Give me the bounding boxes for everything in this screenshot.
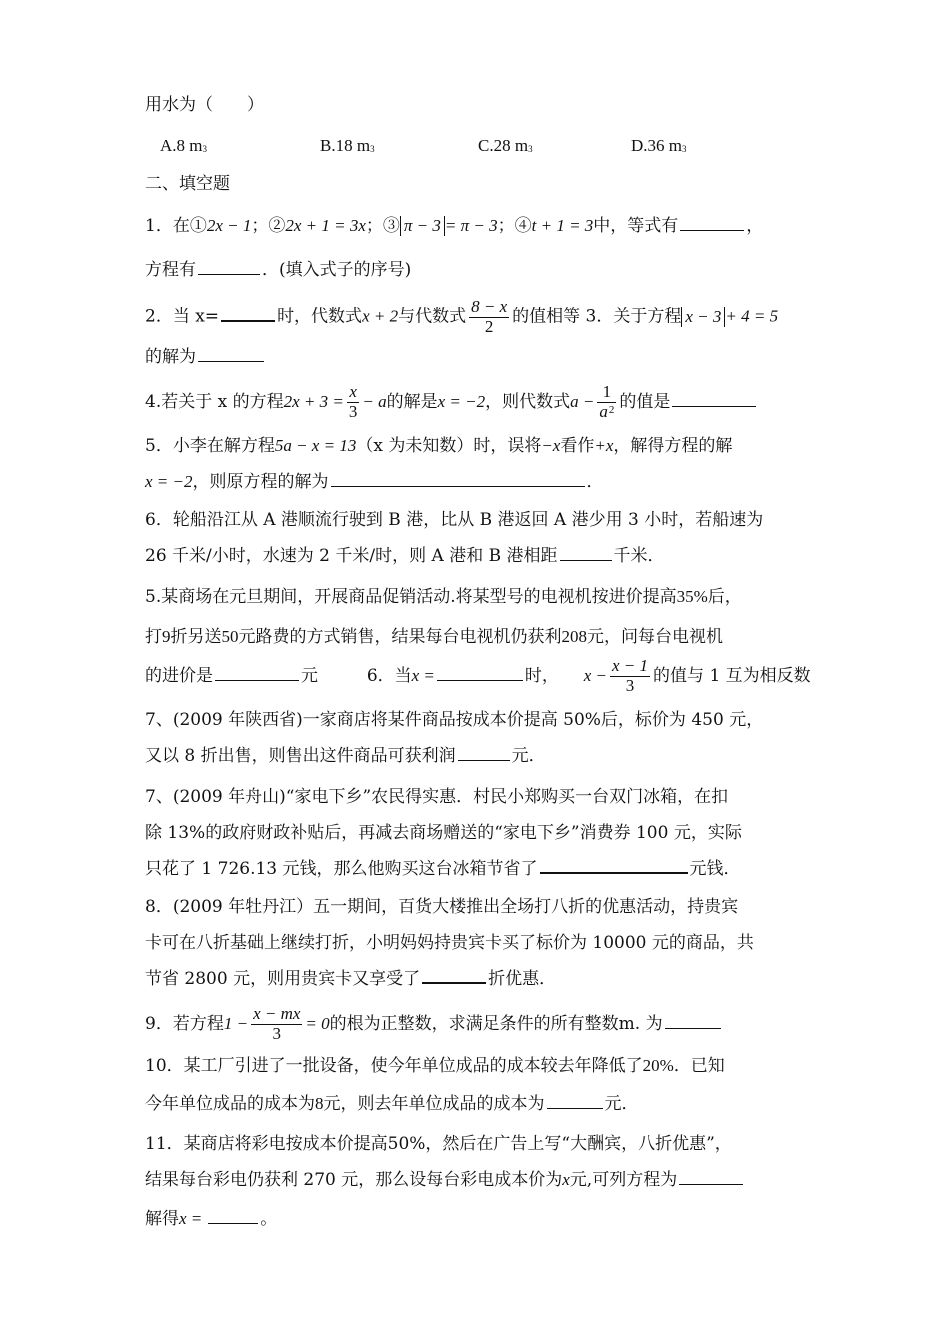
answer-blank — [198, 360, 264, 362]
question-5-line-1: 5．小李在解方程5a − x = 13（x 为未知数）时，误将−x看作+x，解得方程的解 — [145, 436, 733, 456]
answer-blank — [679, 1183, 743, 1185]
answer-blank — [547, 1107, 603, 1109]
question-7a-line-1: 7、(2009 年陕西省)一家商店将某件商品按成本价提高 50%后，标价为 450 元， — [145, 710, 764, 730]
question-6-line-1: 6．轮船沿江从 A 港顺流行驶到 B 港，比从 B 港返回 A 港少用 3 小时，若船速为 — [145, 510, 764, 530]
option-a: A.8 $m^3$ — [160, 136, 207, 155]
question-10-line-2: 今年单位成品的成本为8元，则去年单位成品的成本为 元． — [145, 1094, 639, 1114]
question-3-line-2: 的解为 — [145, 343, 807, 371]
question-1-line-2: 方程有 ．(填入式子的序号) — [145, 260, 412, 280]
expr-4: t + 1 = 3 — [531, 216, 594, 235]
option-c: C.28 $m^3$ — [478, 136, 533, 155]
question-8-line-1: 8．(2009 年牡丹江）五一期间，百货大楼推出全场打八折的优惠活动，持贵宾 — [145, 897, 739, 917]
fraction: $\frac{8 - x}{2}$ — [471, 297, 508, 336]
answer-blank — [422, 981, 486, 984]
answer-blank — [331, 485, 585, 487]
answer-blank — [680, 229, 744, 231]
question-11-line-3: 解得x = 。 — [145, 1209, 278, 1229]
fraction: $\frac{1}{a^2}$ — [599, 382, 615, 421]
answer-blank — [672, 405, 756, 407]
question-5b-line-1: 5.某商场在元旦期间，开展商品促销活动.将某型号的电视机按进价提高35%后， — [145, 587, 742, 607]
section-heading: 二、填空题 — [145, 174, 230, 194]
question-7b-line-1: 7、(2009 年舟山)“家电下乡”农民得实惠．村民小郑购买一台双门冰箱，在扣 — [145, 787, 729, 807]
question-5-line-2: x = −2，则原方程的解为 ． — [145, 472, 604, 492]
option-d: D.36 $m^3$ — [631, 136, 687, 155]
question-2-line-1: 2．当 x= 时，代数式x + 2与代数式 $\frac{8 - x}{2}$ 的值相等 3．关于方程 x − 3 + 4 = 5 — [145, 297, 779, 336]
question-7b-line-3: 只花了 1 726.13 元钱，那么他购买这台冰箱节省了 元钱． — [145, 859, 741, 879]
answer-blank — [208, 1222, 258, 1224]
question-9: 9．若方程1 − $\frac{x - mx}{3}$ = 0的根为正整数，求满足条件的所有整数m. 为 — [145, 1004, 807, 1044]
question-11-line-1: 11．某商店将彩电按成本价提高50%，然后在广告上写“大酬宾，八折优惠”， — [145, 1134, 732, 1154]
option-b: B.18 $m^3$ — [320, 136, 375, 155]
abs-expr: x − 3 — [681, 307, 725, 327]
question-7b-line-2: 除 13%的政府财政补贴后，再减去商场赠送的“家电下乡”消费券 100 元，实际 — [145, 823, 742, 843]
answer-blank — [215, 679, 299, 681]
question-4: 4.若关于 x 的方程2x + 3 = $\frac{x}{3}$ − a的解是x = −2，则代数式a − $\frac{1}{a^2}$ 的值是 — [145, 382, 807, 422]
question-7a-line-2: 又以 8 折出售，则售出这件商品可获利润 元． — [145, 746, 546, 766]
answer-blank — [437, 679, 523, 681]
question-continuation: 用水为（ ） — [145, 95, 264, 115]
answer-blank — [540, 871, 688, 874]
expr-1: 2x − 1 — [206, 216, 252, 235]
question-1-line-1: 1．在①2x − 1；②2x + 1 = 3x；③ π − 3 = π − 3；④t + 1 = 3中，等式有 ， — [145, 216, 764, 236]
answer-blank — [665, 1027, 721, 1029]
question-5b-line-2: 打9折另送50元路费的方式销售，结果每台电视机仍获利208元，问每台电视机 — [145, 627, 723, 647]
fraction: $\frac{x - 1}{3}$ — [612, 656, 649, 695]
question-10-line-1: 10．某工厂引进了一批设备，使今年单位成品的成本较去年降低了20%．已知 — [145, 1056, 725, 1076]
answer-blank — [221, 319, 275, 322]
answer-blank — [198, 273, 260, 275]
abs-expr: π − 3 — [400, 216, 445, 236]
answer-blank — [560, 559, 612, 561]
answer-blank — [458, 759, 510, 761]
expr-2: 2x + 1 = 3x — [285, 216, 366, 235]
question-8-line-3: 节省 2800 元，则用贵宾卡又享受了 折优惠． — [145, 969, 557, 989]
fraction: $\frac{x - mx}{3}$ — [253, 1004, 301, 1043]
question-6-line-2: 26 千米/小时，水速为 2 千米/时，则 A 港和 B 港相距 千米． — [145, 546, 665, 566]
question-8-line-2: 卡可在八折基础上继续打折，小明妈妈持贵宾卡买了标价为 10000 元的商品，共 — [145, 933, 754, 953]
question-5b-line-3: 的进价是 元 6．当x = 时， x − $\frac{x - 1}{3}$ 的值与 1 互为相反数 — [145, 656, 811, 695]
question-11-line-2: 结果每台彩电仍获利 270 元，那么设每台彩电成本价为x元,可列方程为 — [145, 1166, 807, 1194]
fraction: $\frac{x}{3}$ — [348, 382, 358, 421]
